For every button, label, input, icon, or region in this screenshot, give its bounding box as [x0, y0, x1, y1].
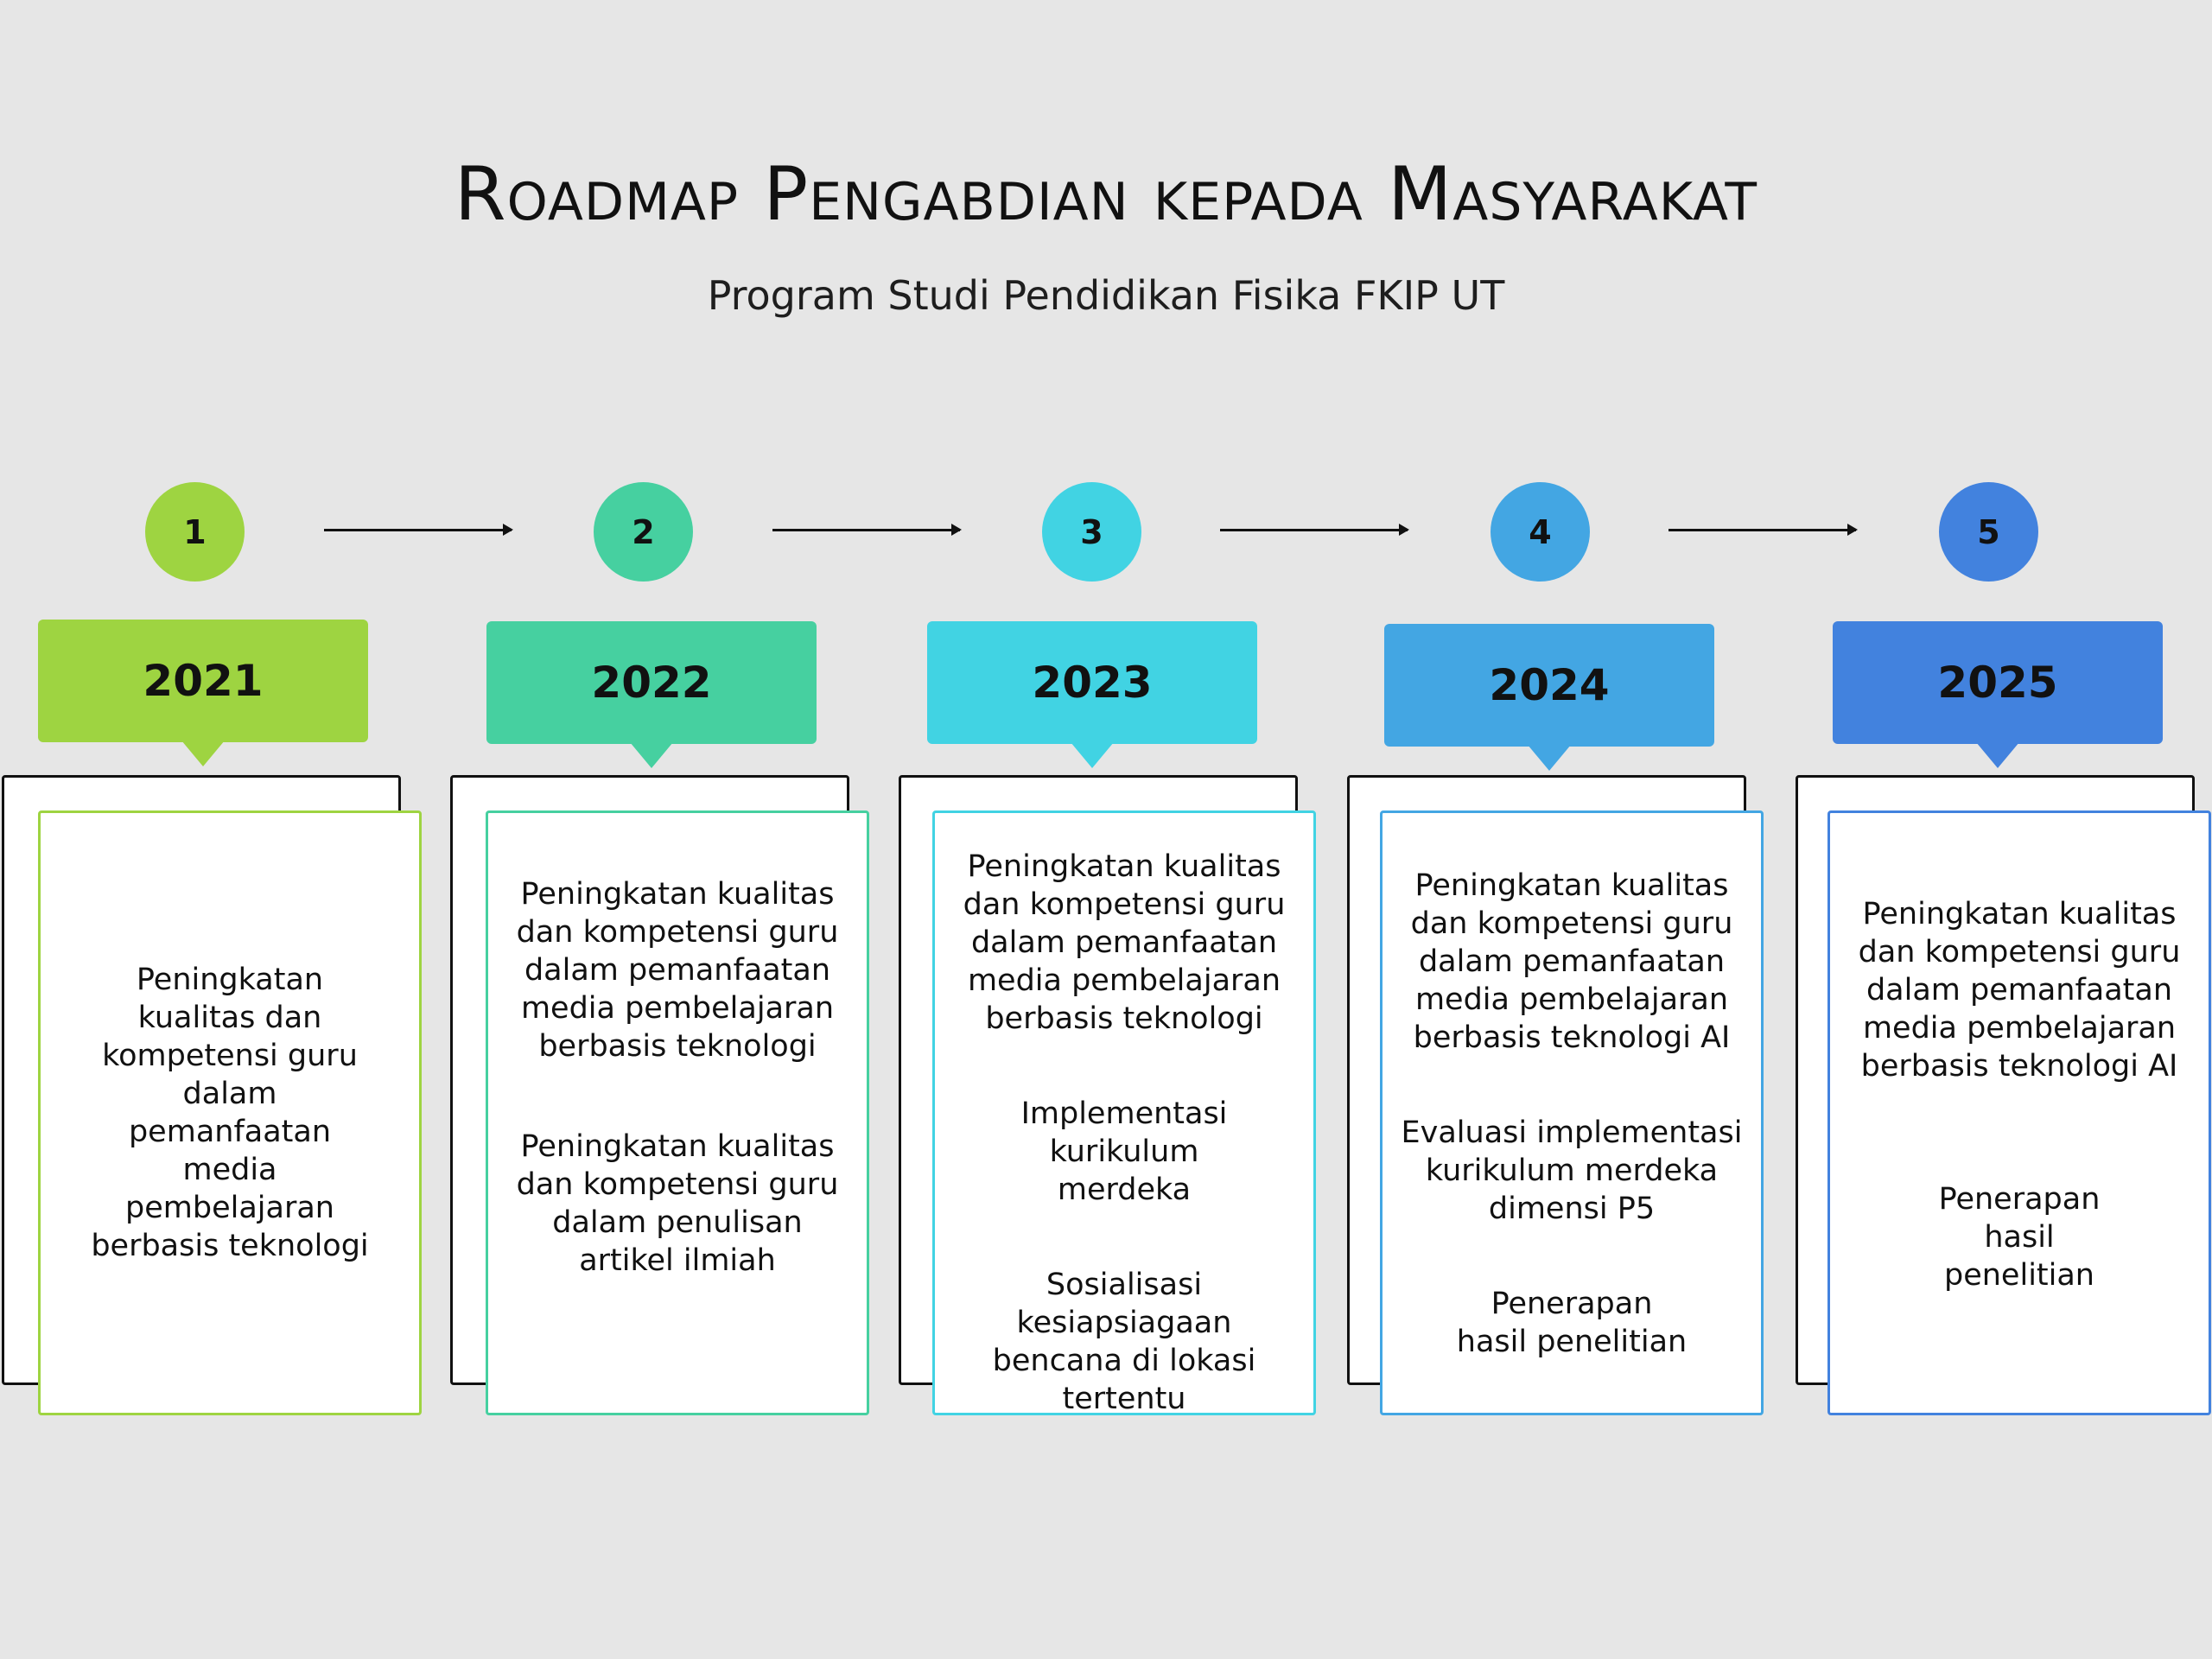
step-card [932, 810, 1316, 1415]
year-label: 2021 [143, 656, 264, 706]
arrow-right-icon [1220, 529, 1408, 531]
card-item: Peningkatan kualitas dan kompetensi guru dalam pemanfaatan media pembelajaran berbasis teknologi [91, 963, 369, 1263]
card-item: Peningkatan kualitas dan kompetensi guru dalam pemanfaatan media pembelajaran berbasis teknologi [963, 849, 1286, 1036]
arrow-right-icon [1669, 529, 1856, 531]
year-label: 2024 [1489, 660, 1610, 710]
step-number-circle: 4 [1491, 482, 1590, 582]
card-item: Peningkatan kualitas dan kompetensi guru dalam pemanfaatan media pembelajaran berbasis teknologi [516, 877, 839, 1064]
pointer-triangle-icon [1976, 742, 2019, 768]
year-label: 2025 [1937, 658, 2058, 708]
card-item: Implementasi kurikulum merdeka [1020, 1096, 1228, 1207]
card-item: Peningkatan kualitas dan kompetensi guru dalam pemanfaatan media pembelajaran berbasis teknologi AI [1410, 868, 1733, 1055]
year-label-box [38, 620, 368, 742]
card-item: Sosialisasi kesiapsiagaan bencana di lokasi tertentu [992, 1268, 1256, 1416]
step-number-circle: 5 [1939, 482, 2038, 582]
step-card [38, 810, 422, 1415]
step-card [1380, 810, 1764, 1415]
year-label-box [927, 621, 1257, 744]
page-title: Roadmap Pengabdian kepada Masyarakat [454, 151, 1758, 238]
pointer-triangle-icon [1528, 745, 1571, 771]
arrow-right-icon [772, 529, 960, 531]
year-label: 2023 [1032, 658, 1153, 708]
year-label-box [1833, 621, 2163, 744]
card-item: Evaluasi implementasi kurikulum merdeka dimensi P5 [1401, 1116, 1743, 1226]
step-number-circle: 1 [145, 482, 245, 582]
pointer-triangle-icon [181, 741, 225, 766]
pointer-triangle-icon [1071, 742, 1114, 768]
card-item: Penerapan hasil penelitian [1938, 1182, 2101, 1293]
card-item: Peningkatan kualitas dan kompetensi guru dalam penulisan artikel ilmiah [516, 1129, 839, 1278]
pointer-triangle-icon [630, 742, 673, 768]
step-number-circle: 2 [594, 482, 693, 582]
card-item: Penerapan hasil penelitian [1456, 1287, 1688, 1359]
year-label-box [486, 621, 817, 744]
step-card [1827, 810, 2211, 1415]
step-number-circle: 3 [1042, 482, 1141, 582]
year-label: 2022 [591, 658, 712, 708]
step-card [486, 810, 869, 1415]
card-item: Peningkatan kualitas dan kompetensi guru dalam pemanfaatan media pembelajaran berbasis teknologi AI [1858, 897, 2181, 1084]
year-label-box [1384, 624, 1714, 747]
page-subtitle: Program Studi Pendidikan Fisika FKIP UT [707, 272, 1505, 319]
arrow-right-icon [324, 529, 512, 531]
